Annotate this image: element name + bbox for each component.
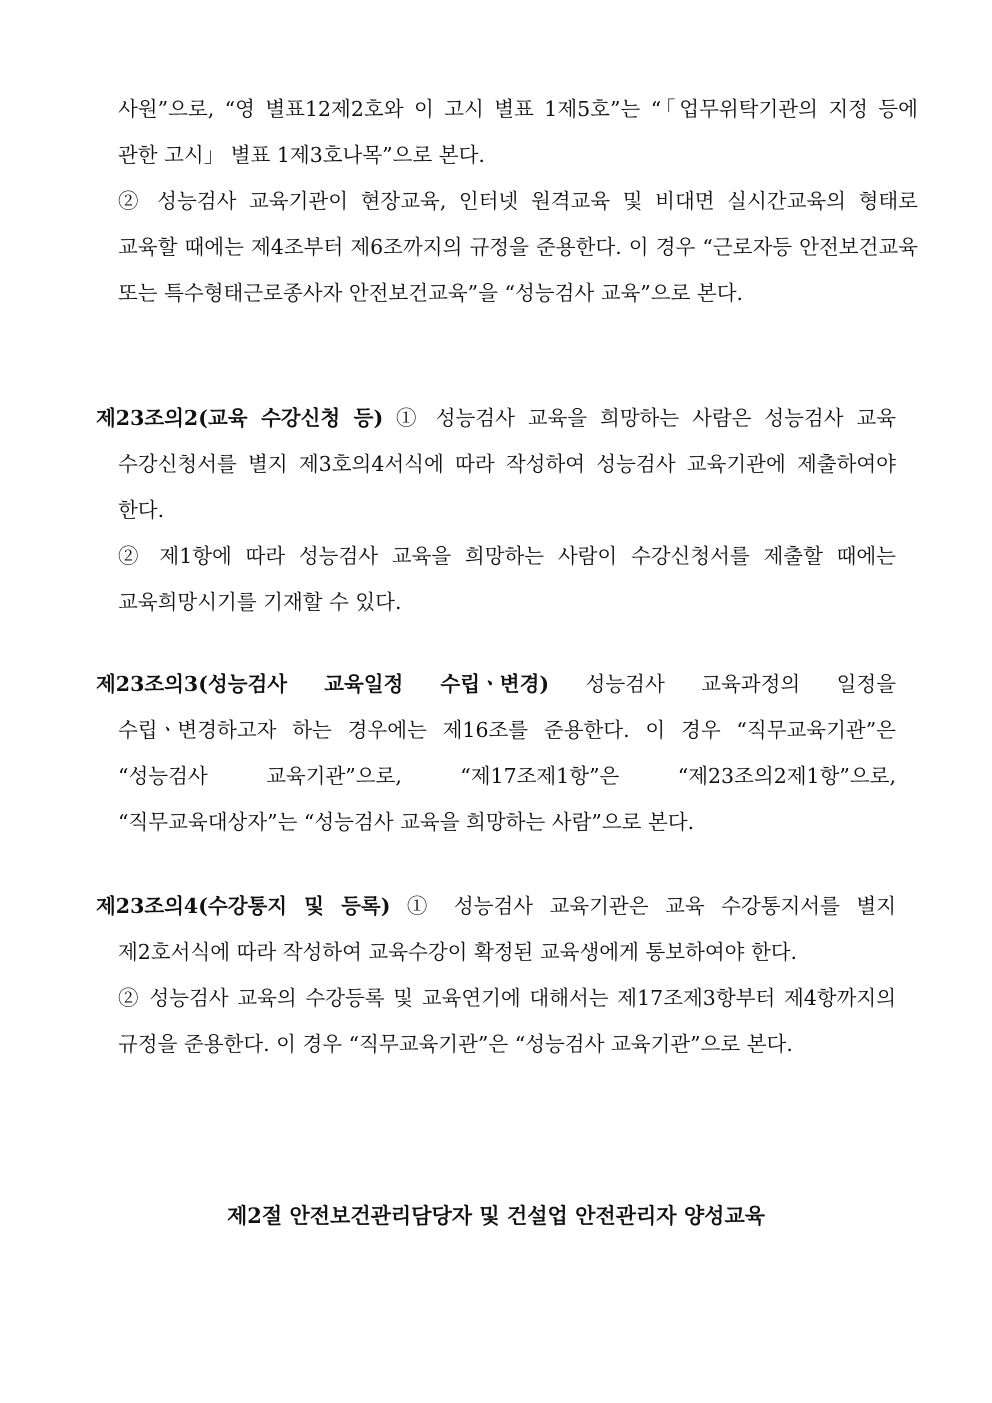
article-23-4-paragraph-1-body: ① 성능검사 교육기관은 교육 수강통지서를 별지 제2호서식에 따라 작성하여 교육수강이 확정된 교육생에게 통보하여야 한다.	[118, 894, 896, 964]
article-23-4-title: 제23조의4(수강통지 및 등록)	[96, 894, 391, 918]
article-23-2-paragraph-2: ② 제1항에 따라 성능검사 교육을 희망하는 사람이 수강신청서를 제출할 때에는 교육희망시기를 기재할 수 있다.	[118, 544, 896, 614]
article-23-3-paragraph	[96, 661, 896, 845]
article-23-3	[96, 661, 896, 845]
article-23-2-paragraph-1	[96, 395, 896, 533]
article-23-2-paragraph-1-body: ① 성능검사 교육을 희망하는 사람은 성능검사 교육 수강신청서를 별지 제3호의4서식에 따라 작성하여 성능검사 교육기관에 제출하여야 한다.	[118, 406, 896, 522]
article-23-3-title: 제23조의3(성능검사 교육일정 수립ㆍ변경)	[96, 672, 550, 696]
article-23-3-body: 성능검사 교육과정의 일정을 수립ㆍ변경하고자 하는 경우에는 제16조를 준용한다. 이 경우 “직무교육기관”은 “성능검사 교육기관”으로, “제17조제1항”은 “제23조의2제1항”으로, “직무교육대상자”는 “성능검사 교육을 희망하는 사람”으로 본다.	[118, 672, 897, 834]
article-23-1-continuation	[96, 86, 918, 316]
article-23-1-paragraph-1-continuation: 사원”으로, “영 별표12제2호와 이 고시 별표 1제5호”는 “「업무위탁기관의 지정 등에 관한 고시」 별표 1제3호나목”으로 본다.	[118, 97, 918, 167]
section-heading: 제2절 안전보건관리담당자 및 건설업 안전관리자 양성교육	[226, 1203, 766, 1228]
article-23-2	[96, 395, 896, 625]
article-23-4-paragraph-2: ② 성능검사 교육의 수강등록 및 교육연기에 대해서는 제17조제3항부터 제4항까지의 규정을 준용한다. 이 경우 “직무교육기관”은 “성능검사 교육기관”으로 본다.	[118, 986, 896, 1056]
article-23-1-paragraph-2: ② 성능검사 교육기관이 현장교육, 인터넷 원격교육 및 비대면 실시간교육의 형태로 교육할 때에는 제4조부터 제6조까지의 규정을 준용한다. 이 경우 “근로자등 안전보건교육 또는 특수형태근로종사자 안전보건교육”을 “성능검사 교육”으로 본다.	[118, 189, 918, 305]
article-23-4	[96, 883, 896, 1067]
article-23-4-paragraph-1	[96, 883, 896, 975]
article-23-2-title: 제23조의2(교육 수강신청 등)	[96, 406, 384, 430]
